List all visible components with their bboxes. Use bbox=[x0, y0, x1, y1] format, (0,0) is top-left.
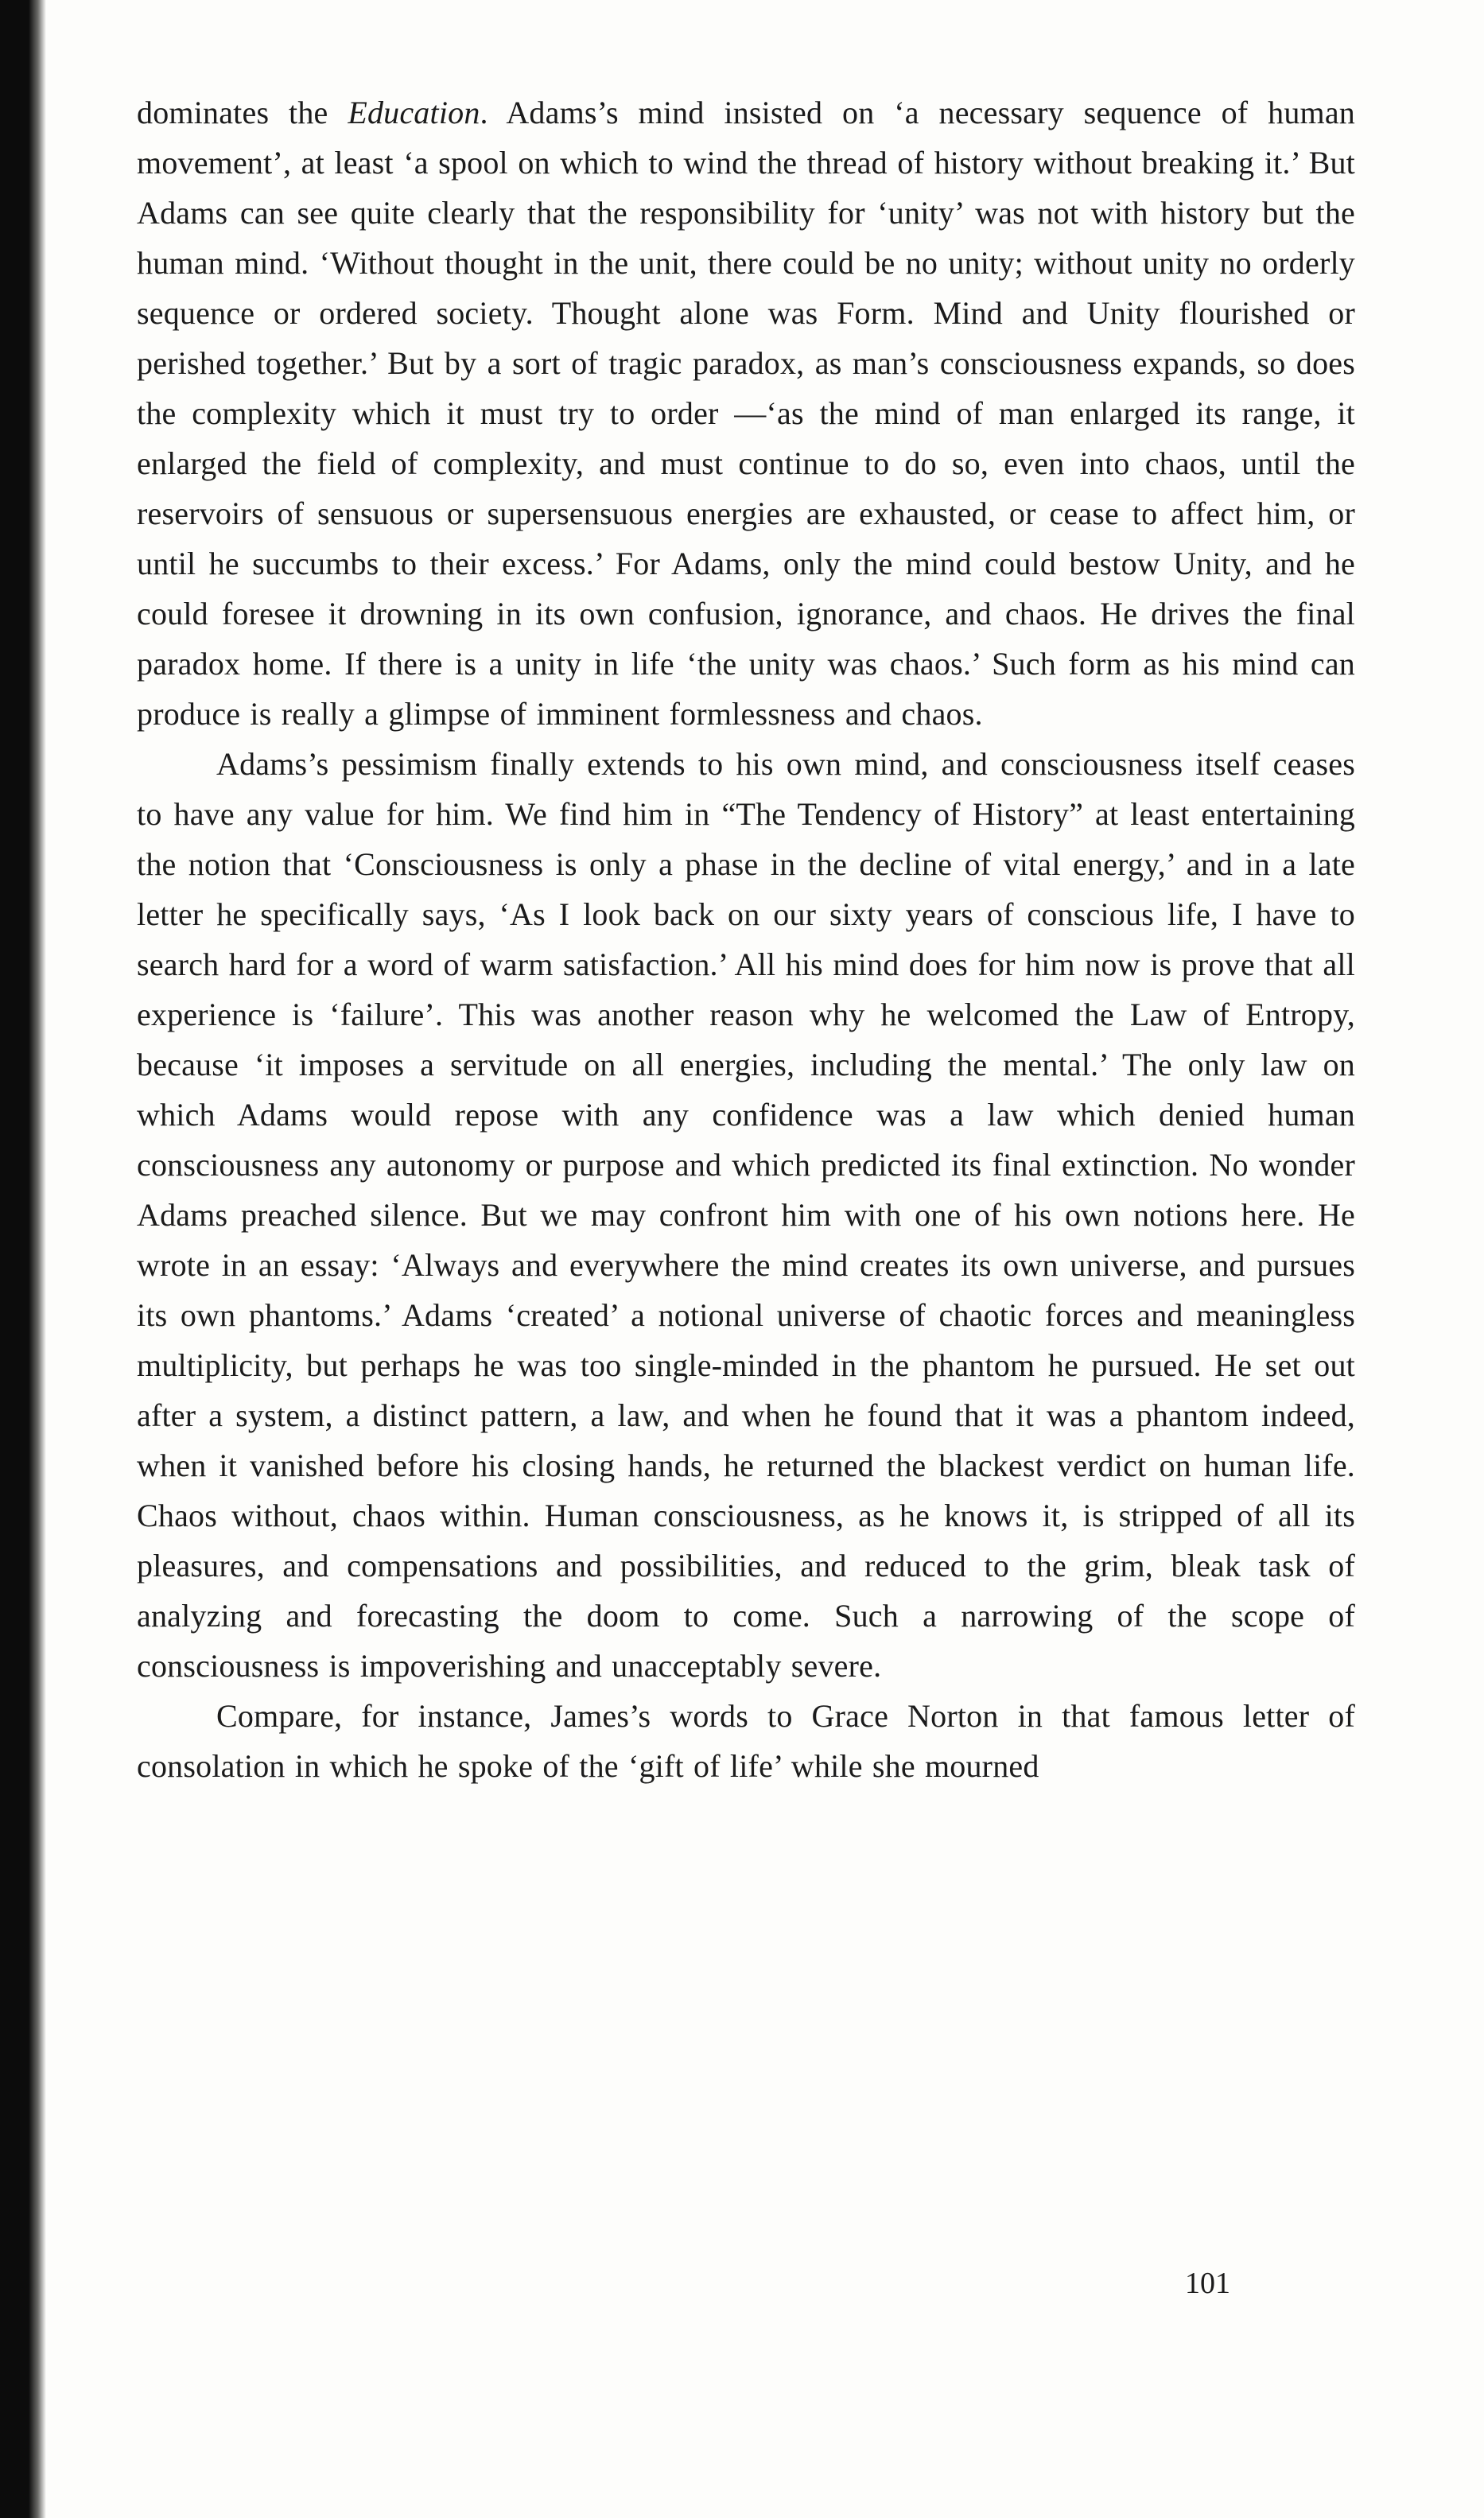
scan-gutter-shadow bbox=[0, 0, 46, 2518]
body-text: Compare, for instance, James’s words to Grace Norton in that famous letter of consolation in which he spoke of the ‘gift of life’ while she mourned bbox=[137, 1698, 1355, 1784]
paragraph bbox=[137, 87, 1355, 739]
body-text: dominates the bbox=[137, 95, 348, 130]
page-text-block bbox=[137, 87, 1355, 1791]
body-text: . Adams’s mind insisted on ‘a necessary sequence of human movement’, at least ‘a spool on which to wind the thread of history without breaking it.’ But Adams can see quite clearly that the responsibility for ‘unity’ was not with history but the human mind. ‘Without thought in the unit, there could be no unity; without unity no orderly sequence or ordered society. Thought alone was Form. Mind and Unity flourished or perished together.’ But by a sort of tragic paradox, as man’s consciousness expands, so does the complexity which it must try to order —‘as the mind of man enlarged its range, it enlarged the field of complexity, and must continue to do so, even into chaos, until the reservoirs of sensuous or supersensuous energies are exhausted, or cease to affect him, or until he succumbs to their excess.’ For Adams, only the mind could bestow Unity, and he could foresee it drowning in its own confusion, ignorance, and chaos. He drives the final paradox home. If there is a unity in life ‘the unity was chaos.’ Such form as his mind can produce is really a glimpse of imminent formlessness and chaos. bbox=[137, 95, 1355, 732]
body-text: Adams’s pessimism finally extends to his own mind, and consciousness itself ceases to have any value for him. We find him in “The Tendency of History” at least entertaining the notion that ‘Consciousness is only a phase in the decline of vital energy,’ and in a late letter he specifically says, ‘As I look back on our sixty years of conscious life, I have to search hard for a word of warm satisfaction.’ All his mind does for him now is prove that all experience is ‘failure’. This was another reason why he welcomed the Law of Entropy, because ‘it imposes a servitude on all energies, including the mental.’ The only law on which Adams would repose with any confidence was a law which denied human consciousness any autonomy or purpose and which predicted its final extinction. No wonder Adams preached silence. But we may confront him with one of his own notions here. He wrote in an essay: ‘Always and everywhere the mind creates its own universe, and pursues its own phantoms.’ Adams ‘created’ a notional universe of chaotic forces and meaningless multiplicity, but perhaps he was too single-minded in the phantom he pursued. He set out after a system, a distinct pattern, a law, and when he found that it was a phantom indeed, when it vanished before his closing hands, he returned the blackest verdict on human life. Chaos without, chaos within. Human consciousness, as he knows it, is stripped of all its pleasures, and compensations and possibilities, and reduced to the grim, bleak task of analyzing and forecasting the doom to come. Such a narrowing of the scope of consciousness is impoverishing and unacceptably severe. bbox=[137, 746, 1355, 1684]
page-number: 101 bbox=[1185, 2267, 1230, 2300]
italic-text: Education bbox=[348, 95, 480, 130]
paragraph bbox=[137, 1691, 1355, 1791]
paragraph bbox=[137, 739, 1355, 1691]
